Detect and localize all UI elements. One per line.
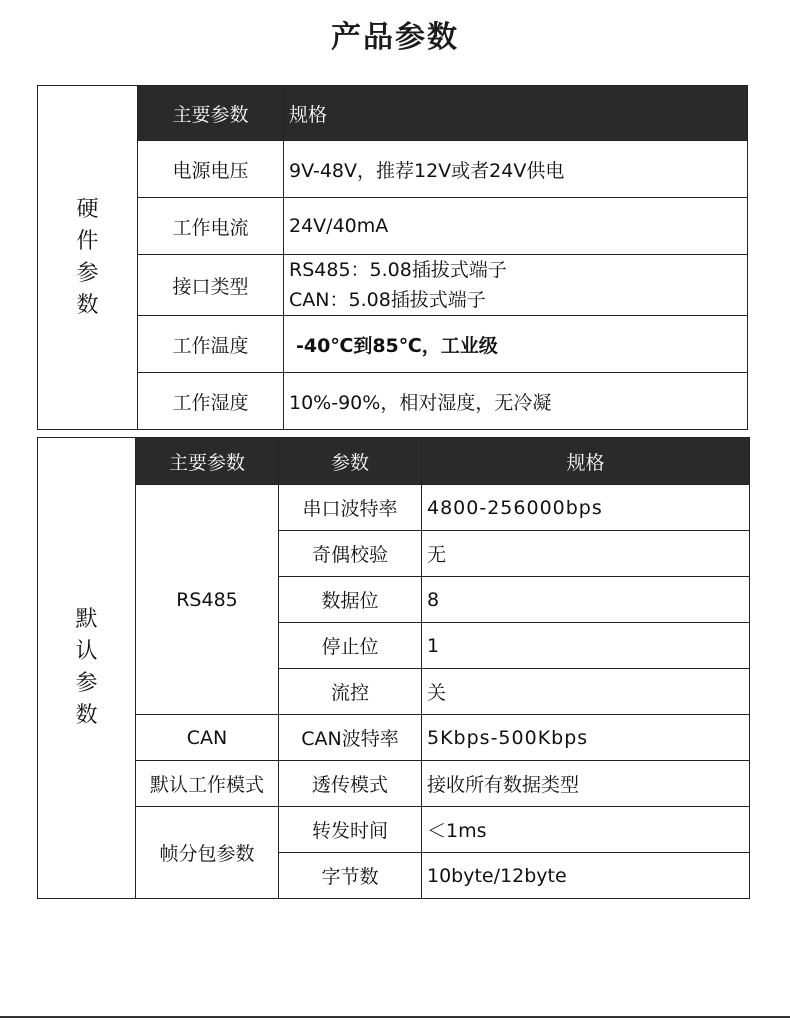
table-row [38,715,750,761]
param-spec: 关 [422,669,750,715]
table-row [38,807,750,853]
table-row [38,198,748,255]
param-spec: 无 [422,531,750,577]
param-name: 数据位 [279,577,422,623]
param-spec: 10%-90%，相对湿度，无冷凝 [284,373,748,430]
table-row [38,255,748,316]
param-spec: 1 [422,623,750,669]
spec-line: RS485：5.08插拔式端子 [289,259,507,281]
hardware-side-label: 硬 件 参 数 [38,86,138,430]
default-params-table [37,437,750,899]
group-name: 帧分包参数 [136,807,279,899]
table-row [38,761,750,807]
param-name: CAN波特率 [279,715,422,761]
group-name: CAN [136,715,279,761]
param-name: 接口类型 [138,255,284,316]
param-spec: 24V/40mA [284,198,748,255]
param-spec: 9V-48V，推荐12V或者24V供电 [284,141,748,198]
param-name: 工作温度 [138,316,284,373]
spec-line: CAN：5.08插拔式端子 [289,289,486,311]
param-spec: -40℃到85℃，工业级 [284,316,748,373]
param-spec: 10byte/12byte [422,853,750,899]
group-name: 默认工作模式 [136,761,279,807]
param-name: 转发时间 [279,807,422,853]
table-row [38,373,748,430]
group-name: RS485 [136,485,279,715]
param-name: 字节数 [279,853,422,899]
param-name: 工作电流 [138,198,284,255]
header-spec: 规格 [422,438,750,485]
hardware-params-table [37,85,748,430]
defaults-side-label: 默 认 参 数 [38,438,136,899]
param-name: 电源电压 [138,141,284,198]
param-name: 串口波特率 [279,485,422,531]
header-param: 参数 [279,438,422,485]
param-name: 透传模式 [279,761,422,807]
page-title: 产品参数 [331,20,459,55]
header-main-param: 主要参数 [138,86,284,141]
bottom-divider [0,1016,790,1018]
header-spec: 规格 [284,86,748,141]
param-spec: 接收所有数据类型 [422,761,750,807]
param-spec: 5Kbps-500Kbps [422,715,750,761]
param-name: 流控 [279,669,422,715]
table-row [38,316,748,373]
param-name: 奇偶校验 [279,531,422,577]
param-spec: 8 [422,577,750,623]
table-row [38,141,748,198]
param-spec: ＜1ms [422,807,750,853]
param-name: 工作湿度 [138,373,284,430]
header-main-param: 主要参数 [136,438,279,485]
param-name: 停止位 [279,623,422,669]
param-spec [284,255,748,316]
param-spec: 4800-256000bps [422,485,750,531]
table-row [38,485,750,531]
